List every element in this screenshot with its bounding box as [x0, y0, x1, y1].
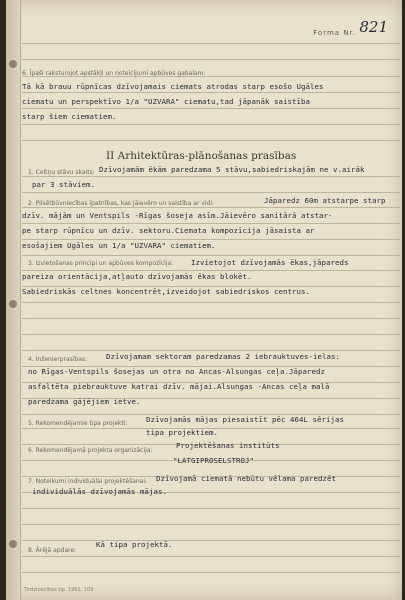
item2-line: dzīv. mājām un Ventspils -Rīgas šoseja asīm.Jāievēro sanitārā atstar-: [22, 211, 333, 220]
item1-line: par 3 stāviem.: [32, 180, 95, 189]
item7-label: 7. Noteikumi individuālai projektēšanai:: [28, 478, 148, 485]
document-page: [6, 0, 402, 600]
section6-line: Tā kā brauu rūpnīcas dzīvojamais ciemats atrodas starp esošo Ugāles: [22, 82, 324, 91]
section6-line: ciematu un perspektīvo 1/a "UZVARA" ciematu,tad jāpanāk saistība: [22, 97, 310, 106]
section6-label: 6. Īpaši raksturojot apstākļi un noteicījumi apbūves gabalam:: [22, 70, 206, 77]
printer-footer: Tirdzniecības tip. 1961. 109: [24, 587, 94, 593]
form-number-label: Forma Nr.: [313, 29, 356, 37]
item2-line: pe starp rūpnīcu un dzīv. sektoru.Ciemata kompozīcija jāsaista ar: [22, 226, 315, 235]
section6-line: starp šiem ciematiem.: [22, 112, 117, 121]
item3-line: Sabiedriskās celtnes koncentrēt,izveidojot sabiedriskos centrus.: [22, 287, 310, 296]
item7-line: individuālās dzīvojamās mājas.: [32, 487, 167, 496]
item3-label: 3. Izvietošanas principi un apbūves kompozīcija:: [28, 260, 174, 267]
item2-line: esošajiem Ugāles un 1/a "UZVARA" ciematiem.: [22, 241, 216, 250]
item1-label: 1. Celtņu stāvu skaits:: [28, 169, 95, 176]
binding-hole: [9, 300, 17, 308]
item8-line: Kā tipa projektā.: [96, 540, 173, 549]
item7-line: Dzīvojamā ciematā nebūtu vēlama paredzēt: [156, 474, 336, 483]
handwritten-number: 821: [359, 18, 388, 36]
item3-line: Izvietojot dzīvojamās ēkas,jāpareds: [191, 258, 349, 267]
item8-label: 8. Ārējā apdare:: [28, 547, 77, 554]
item4-line: Dzīvojamam sektoram paredzamas 2 iebrauktuves-ielas:: [106, 352, 340, 361]
item5-line: tipa projektiem.: [146, 428, 218, 437]
item3-line: pareiza orientācija,atļauto dzīvojamās ēkas blokēt.: [22, 272, 252, 281]
item4-label: 4. Inženierprasības:: [28, 356, 88, 363]
item5-label: 5. Rekomendējamie tipa projekti:: [28, 420, 128, 427]
item4-line: no Rīgas-Ventspils šosejas un otra no Ancas-Alsungas ceļa.Jāparedz: [28, 367, 325, 376]
item5-line: Dzīvojamās mājas piesaistīt pēc 464L sērijas: [146, 415, 344, 424]
item6-label: 6. Rekomendējamā projekta organizācija:: [28, 447, 153, 454]
item2-line: Jāparedz 60m atstarpe starp: [264, 196, 386, 205]
section-title: II Arhitektūras-plānošanas prasības: [106, 150, 297, 162]
item6-line: Projektēšanas institūts: [176, 441, 280, 450]
binding-strip: [6, 0, 21, 600]
binding-hole: [9, 60, 17, 68]
item6-line: "LATGIPROSELSTROJ": [173, 456, 254, 465]
item4-line: asfaltēta piebrauktuve katrai dzīv. mājai.Alsungas -Ancas ceļa malā: [28, 382, 330, 391]
item1-line: Dzīvojamām ēkām paredzama 5 stāvu,sabiedriskajām ne v.airāk: [99, 165, 365, 174]
item4-line: paredzama gājējiem ietve.: [28, 397, 141, 406]
item2-label: 2. Pilsētbūvniecības īpatnības, kas jāievēro un saistība ar vidi:: [28, 200, 215, 207]
binding-hole: [9, 540, 17, 548]
